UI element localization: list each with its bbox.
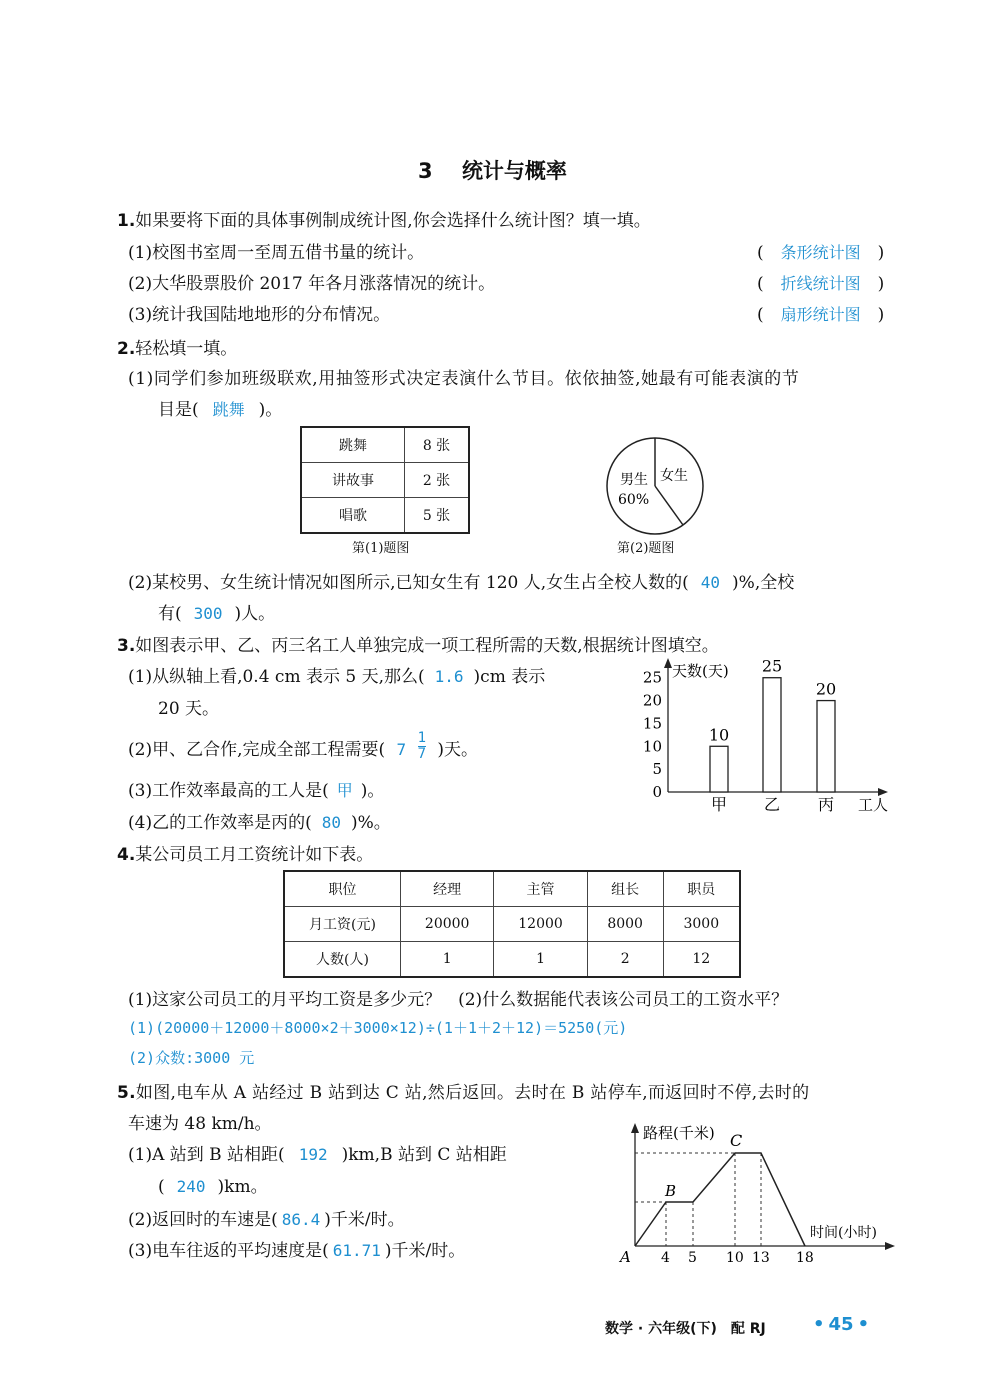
q5-sub1-line1: (1)A 站到 B 站相距( 192 )km,B 站到 C 站相距: [128, 1145, 507, 1165]
graph-y-arrow: [631, 1123, 639, 1133]
bar-value-label: 20: [815, 679, 837, 699]
q2-part1-line2: 目是( 跳舞 )。: [158, 400, 283, 420]
pie-label-girls: 女生: [660, 468, 688, 484]
bar-3: [817, 701, 835, 792]
tram-distance-graph: [615, 1118, 905, 1268]
q5-sub1-line2: ( 240 )km。: [158, 1177, 268, 1197]
q2-stem: 2.轻松填一填。: [117, 339, 238, 359]
q5-stem-line1: 5.如图,电车从 A 站经过 B 站到达 C 站,然后返回。去时在 B 站停车,而返回时不停,去时的: [117, 1083, 810, 1103]
pie-label-boys: 男生: [620, 472, 648, 488]
point-b-label: B: [665, 1182, 677, 1200]
table-header-row: 职位 经理 主管 组长 职员: [284, 871, 740, 907]
q5-sub3: (3)电车往返的平均速度是( 61.71 )千米/时。: [128, 1241, 466, 1261]
y-tick-label: 5: [652, 760, 662, 779]
q5-sub2: (2)返回时的车速是( 86.4 )千米/时。: [128, 1210, 405, 1230]
bar-value-label: 10: [708, 725, 730, 745]
workers-bar-chart: [630, 656, 900, 816]
table-row: 月工资(元) 20000 12000 8000 3000: [284, 907, 740, 942]
q1-answer-3: ( 扇形统计图 ): [757, 305, 885, 325]
q5-stem-line2: 车速为 48 km/h。: [128, 1114, 272, 1134]
x-tick-18: 18: [796, 1250, 814, 1266]
section-title-text: 统计与概率: [461, 159, 567, 183]
y-axis-arrow: [664, 658, 672, 668]
q2-part1-line1: (1)同学们参加班级联欢,用抽签形式决定表演什么节目。依依抽签,她最有可能表演的节: [128, 369, 800, 389]
y-tick-label: 25: [642, 668, 662, 687]
pie-divider-bottom: [655, 486, 683, 525]
q1-item-1: (1)校图书室周一至周五借书量的统计。: [128, 243, 425, 263]
x-category-label: 乙: [763, 795, 781, 814]
q4-answer-2: (2)众数:3000 元: [128, 1049, 255, 1067]
section-title: [418, 155, 567, 185]
q1-item-3: (3)统计我国陆地地形的分布情况。: [128, 305, 391, 325]
graph-y-label: 路程(千米): [643, 1124, 715, 1142]
footer-subject: 数学 · 六年级(下) 配 RJ: [605, 1321, 766, 1337]
figure-caption-1: 第(1)题图: [352, 541, 410, 556]
q3-sub1-line2: 20 天。: [158, 699, 220, 719]
bar-2: [763, 678, 781, 792]
y-tick-label: 10: [642, 737, 662, 756]
x-category-label: 丙: [817, 795, 835, 814]
q3-sub2: (2)甲、乙合作,完成全部工程需要( 7 $\frac{1}{7}$ )天。: [128, 730, 479, 762]
q1-item-2: (2)大华股票股价 2017 年各月涨落情况的统计。: [128, 274, 496, 294]
figure-caption-2: 第(2)题图: [617, 541, 675, 556]
q2-part2-line1: (2)某校男、女生统计情况如图所示,已知女生有 120 人,女生占全校人数的( 40 )%,全校: [128, 573, 795, 593]
x-axis-arrow: [878, 788, 888, 796]
q4-stem: 4.某公司员工月工资统计如下表。: [117, 845, 374, 865]
q2-part2-line2: 有( 300 )人。: [158, 604, 276, 624]
table-row: 人数(人) 1 1 2 12: [284, 942, 740, 978]
bar-value-label: 25: [761, 656, 783, 676]
pie-label-boys-pct: 60%: [618, 492, 650, 508]
table-row: 讲故事 2 张: [301, 463, 469, 498]
q3-sub1-line1: (1)从纵轴上看,0.4 cm 表示 5 天,那么( 1.6 )cm 表示: [128, 667, 546, 687]
section-number: 3: [418, 159, 433, 183]
q1-answer-1: ( 条形统计图 ): [757, 243, 885, 263]
x-axis-label: 工人: [858, 796, 889, 814]
fraction: $\frac{1}{7}$: [417, 730, 427, 762]
trip-line: [635, 1153, 805, 1246]
y-axis-label: 天数(天): [672, 662, 729, 680]
q4-question: (1)这家公司员工的月平均工资是多少元？ (2)什么数据能代表该公司员工的工资水平？: [128, 990, 789, 1010]
x-tick-13: 13: [752, 1250, 770, 1266]
graph-x-label: 时间(小时): [810, 1225, 877, 1241]
y-tick-label: 0: [652, 783, 662, 801]
x-category-label: 甲: [710, 795, 728, 814]
graph-x-arrow: [885, 1242, 895, 1250]
x-tick-10: 10: [726, 1250, 744, 1266]
q4-answer-1: (1)(20000＋12000＋8000×2＋3000×12)÷(1＋1＋2＋12)＝5250(元): [128, 1019, 628, 1037]
page-number: • 45 •: [813, 1314, 870, 1335]
q1-answer-2: ( 折线统计图 ): [757, 274, 885, 294]
salary-table: [283, 870, 741, 978]
point-c-label: C: [730, 1131, 743, 1150]
gender-pie-chart: [600, 430, 710, 542]
bar-1: [710, 746, 728, 792]
lottery-table: [300, 426, 470, 534]
table-row: 跳舞 8 张: [301, 427, 469, 463]
y-tick-label: 15: [642, 714, 662, 733]
y-tick-label: 20: [642, 691, 662, 710]
x-tick-5: 5: [688, 1250, 697, 1266]
q1-stem: 1.如果要将下面的具体事例制成统计图,你会选择什么统计图？填一填。: [117, 211, 651, 231]
q3-sub3: (3)工作效率最高的工人是( 甲 )。: [128, 781, 385, 801]
x-tick-4: 4: [661, 1250, 670, 1266]
q3-stem: 3.如图表示甲、乙、丙三名工人单独完成一项工程所需的天数,根据统计图填空。: [117, 636, 719, 656]
point-a-label: A: [620, 1248, 631, 1266]
table-row: 唱歌 5 张: [301, 498, 469, 534]
q3-sub4: (4)乙的工作效率是丙的( 80 )%。: [128, 813, 391, 833]
